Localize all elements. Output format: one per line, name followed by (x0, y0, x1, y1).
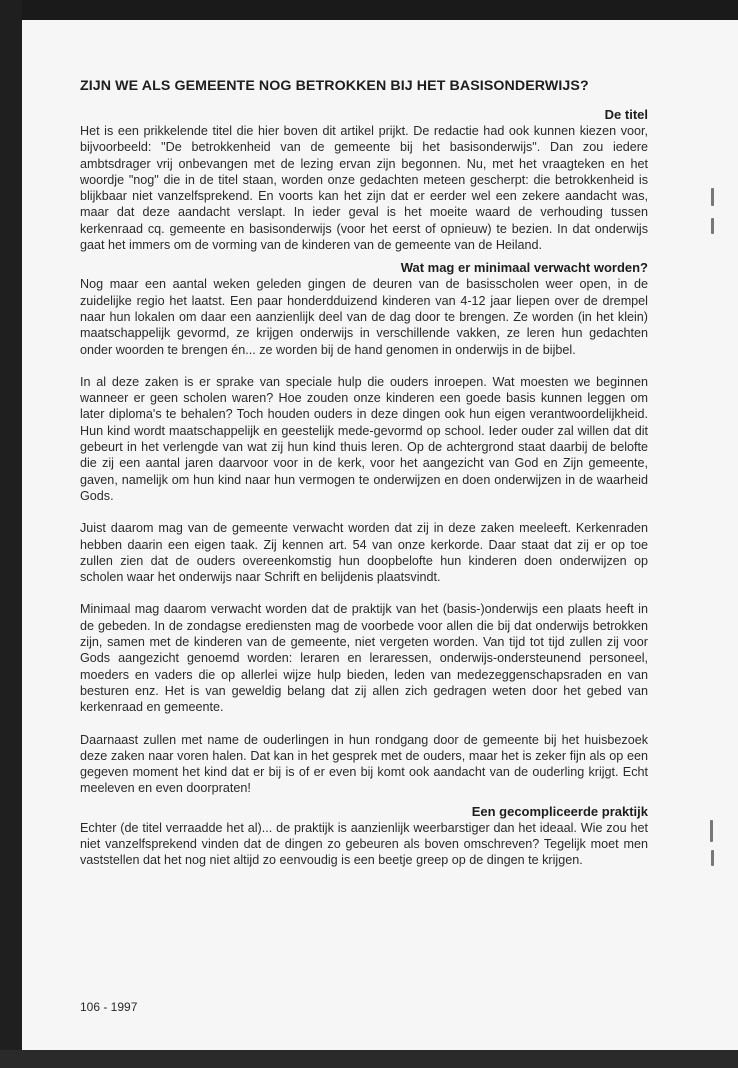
paragraph: Juist daarom mag van de gemeente verwacht worden dat zij in deze zaken meeleeft. Kerkenraden hebben daarin een eigen taak. Zij kennen art. 54 van onze kerkorde. Daar staat dat zij er op toe zullen zien dat de ouders overeenkomstig hun doopbelofte hun kinderen doen onderwijzen op scholen waar het onderwijs naar Schrift en belijdenis plaatsvindt. (80, 521, 648, 585)
margin-mark (711, 850, 714, 866)
scan-border-left (0, 0, 22, 1068)
section-heading: Een gecompliceerde praktijk (471, 803, 648, 819)
margin-mark (711, 218, 714, 234)
paragraph: Minimaal mag daarom verwacht worden dat de praktijk van het (basis-)onderwijs een plaats heeft in de gebeden. In de zondagse erediensten mag de voorbede voor allen die bij dat onderwijs betrokken zijn, samen met de kinderen van de gemeente, niet vergeten worden. Van tijd tot tijd zullen zij voor Gods aangezicht genoemd worden: leraren en leraressen, onderwijs-ondersteunend personeel, moeders en vaders die op allerlei wijze hulp bieden, leden van medezeggenschapsraden en van besturen enz. Het is van geweldig belang dat zij allen zich gedragen weten door het gebed van kerkenraad en gemeente. (80, 602, 648, 715)
article-title: ZIJN WE ALS GEMEENTE NOG BETROKKEN BIJ HET BASISONDERWIJS? (80, 78, 589, 94)
section-heading: Wat mag er minimaal verwacht worden? (400, 260, 648, 276)
margin-mark (711, 188, 714, 206)
article (80, 78, 648, 869)
section-heading: De titel (604, 107, 648, 122)
paragraph: Nog maar een aantal weken geleden gingen de deuren van de basisscholen weer open, in de zuidelijke regio het laatst. Een paar honderdduizend kinderen van 4-12 jaar liepen over de drempel naar hun lokalen om daar een aanzienlijk deel van de dag door te brengen. Ze worden (in het klein) maatschappelijk gevormd, ze krijgen onderwijs in verschillende vakken, ze leren hun gedachten onder woorden te brengen én... ze worden bij de hand genomen in onderwijs in de bijbel. (80, 277, 648, 357)
scan-border-bottom (0, 1050, 738, 1068)
scan-border-top (0, 0, 738, 20)
paragraph: Het is een prikkelende titel die hier boven dit artikel prijkt. De redactie had ook kunnen kiezen voor, bijvoorbeeld: "De betrokkenheid van de gemeente bij het basisonderwijs". Dan zou iedere ambtsdrager vrij onbevangen met de lezing ervan zijn begonnen. Nu, met het vraagteken en het woordje "nog" die in de titel staan, worden onze gedachten meteen gescherpt: die betrokkenheid is blijkbaar niet vanzelfsprekend. En voorts kan het zijn dat er eerder wel een zekere aandacht was, maar dat deze aandacht verslapt. In ieder geval is het moeite waard de verhouding tussen kerkenraad cq. gemeente en basisonderwijs (voor het eerst of opnieuw) te bezien. In dat onderwijs gaat het immers om de vorming van de kinderen van de gemeente van de Heiland. (80, 124, 648, 253)
paragraph: Daarnaast zullen met name de ouderlingen in hun rondgang door de gemeente bij het huisbezoek deze zaken naar voren halen. Dat kan in het gesprek met de ouders, maar het is zeker fijn als op een gegeven moment het kind dat er bij is of er even bij komt ook aandacht van de ouderling krijgt. Echt meeleven en even doorpraten! (80, 732, 648, 796)
margin-mark (710, 820, 713, 842)
paragraph: Echter (de titel verraadde het al)... de praktijk is aanzienlijk weerbarstiger dan het ideaal. Wie zou het niet vanzelfsprekend vinden dat de dingen zo gebeuren als boven omschreven? Tegelijk moet men vaststellen dat het nog niet altijd zo eenvoudig is een beetje greep op de dingen te krijgen. (80, 820, 648, 868)
page-footer: 106 - 1997 (80, 1000, 138, 1014)
paragraph: In al deze zaken is er sprake van speciale hulp die ouders inroepen. Wat moesten we beginnen wanneer er geen scholen waren? Hoe zouden onze kinderen een goede basis kunnen leggen om later diploma's te behalen? Toch houden ouders in deze dingen ook hun eigen verantwoordelijkheid. Hun kind wordt maatschappelijk en geestelijk mede-gevormd op school. Ieder ouder zal willen dat dit gebeurt in het verlengde van wat zij hun kind thuis leren. Op de achtergrond staat daarbij de belofte die zij een aantal jaren daarvoor voor in de kerk, voor het aangezicht van God en Zijn gemeente, gaven, namelijk om hun kind naar hun vermogen te onderwijzen en doen onderwijzen in de waarheid Gods. (80, 374, 648, 503)
